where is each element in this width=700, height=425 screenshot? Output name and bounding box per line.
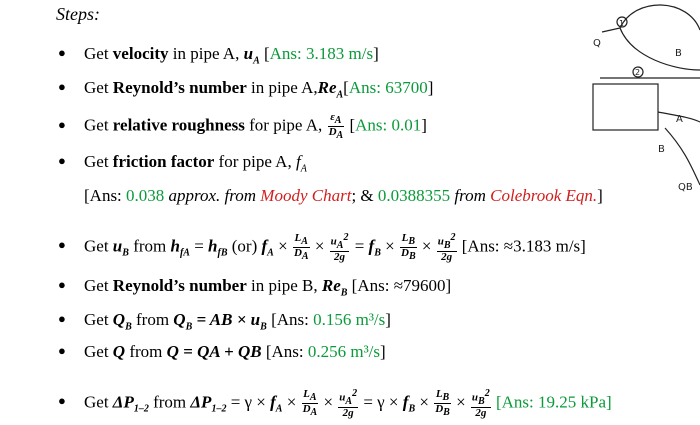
tank — [593, 84, 658, 130]
sketch-label-qb: QB — [678, 182, 693, 193]
answer-value: Ans: 3.183 m/s — [269, 44, 374, 63]
step-total-flow: ● Get Q from Q = QA + QB [Ans: 0.256 m³/s] — [58, 342, 386, 361]
pipe-a-loop — [620, 28, 700, 70]
step-velocity-b: ● Get $u_B$ from $h_{fA} = h_{fB}$ (or) $f_A$ × $\frac{L_A}{D_A}$ × $\frac{u_A^2}{2g}$ = $f_B$ × $\frac{L_B}{D_B}$ × $\frac{u_B^2}{2g}$ [Ans: ≈3.183 m/s] — [58, 231, 586, 263]
friction-factor-answer: [Ans: 0.038 approx. from Moody Chart; & 0.0388355 from Colebrook Eqn.] — [84, 186, 603, 205]
sketch-label-b: B — [675, 48, 682, 59]
answer-value: 0.156 m³/s — [313, 310, 386, 329]
pipe-network-sketch — [560, 0, 700, 200]
sketch-label-a: A — [676, 114, 683, 125]
outlet-pipe-b — [665, 128, 700, 185]
bullet: ● — [58, 116, 66, 132]
inlet-pipe — [602, 28, 620, 32]
sketch-label-b2: B — [658, 144, 665, 155]
step-relative-roughness: ● Get relative roughness for pipe A, $\frac{\varepsilon_A}{D_A}$ [Ans: 0.01] — [58, 111, 427, 142]
answer-value: Ans: 0.01 — [355, 115, 422, 135]
step-pressure-drop: ● Get $\Delta P_{1-2}$ from $\Delta P_{1-2} = \gamma \times f_A$ × $\frac{L_A}{D_A}$ × $\frac{u_A^2}{2g}$ = $\gamma \times f_B$ × $\frac{L_B}{D_B}$ × $\frac{u_B^2}{2g}$ [Ans: 19.25 kPa] — [58, 387, 612, 419]
bullet: ● — [58, 79, 66, 94]
bullet: ● — [58, 153, 66, 168]
pipe-b-loop — [620, 5, 700, 30]
sketch-label-2: 2 — [635, 68, 641, 77]
steps-title: Steps: — [56, 4, 100, 24]
step-flow-b: ● Get $Q_B$ from $Q_B$ = AB × $u_B$ [Ans: 0.156 m³/s] — [58, 310, 391, 333]
step-reynolds-a: ● Get Reynold’s number in pipe $A,Re_A[Ans$: 63700] — [58, 78, 434, 101]
answer-value: Ans: 63700 — [348, 78, 428, 97]
answer-value: [Ans: 19.25 kPa] — [491, 392, 612, 412]
answer-value: 0.256 m³/s — [307, 342, 381, 361]
step-reynolds-b: ● Get Reynold’s number in pipe B, $Re_B$ [Ans: ≈79600] — [58, 276, 452, 299]
bullet: ● — [58, 277, 66, 292]
bullet: ● — [58, 393, 66, 409]
bullet: ● — [58, 237, 66, 253]
step-friction-factor: ● Get friction factor for pipe A, $f_A$ — [58, 152, 307, 175]
step-velocity-a: ● Get velocity in pipe A, $u_A$ [Ans: 3.183 m/s] — [58, 44, 379, 67]
bullet: ● — [58, 45, 66, 60]
roughness-fraction: $\frac{\varepsilon_A}{D_A}$ — [328, 111, 344, 142]
bullet: ● — [58, 343, 66, 358]
sketch-label-q: Q — [593, 38, 601, 49]
sketch-label-1: 1 — [619, 19, 625, 28]
bullet: ● — [58, 311, 66, 326]
